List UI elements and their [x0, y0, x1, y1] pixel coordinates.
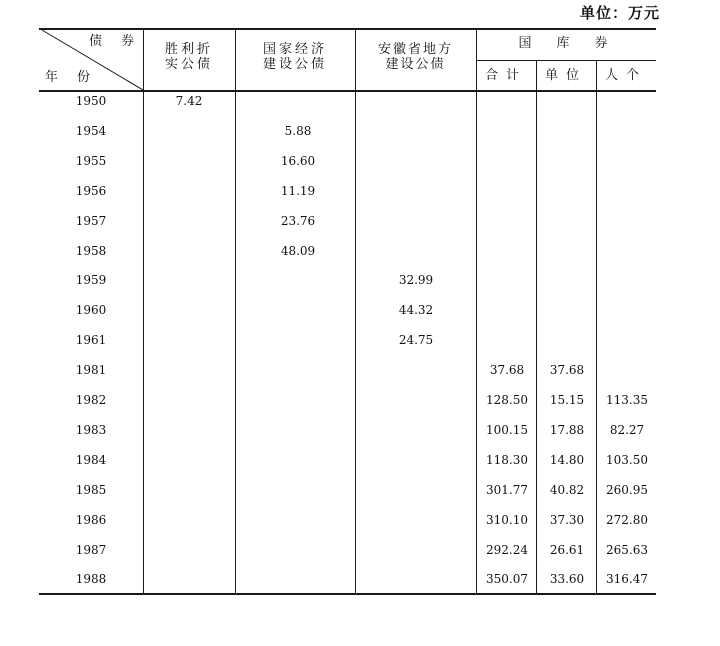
col-rule-2 [235, 28, 236, 595]
year-cell: 1982 [75, 393, 107, 407]
total-cell: 301.77 [486, 482, 528, 497]
col-rule-6 [596, 60, 597, 595]
corner-top-label: 债 券 [88, 34, 137, 49]
individual-cell: 103.50 [606, 452, 648, 467]
total-cell: 37.68 [489, 363, 525, 378]
year-cell: 1987 [75, 542, 107, 557]
year-cell: 1981 [75, 363, 107, 378]
year-cell: 1954 [75, 123, 107, 138]
bond-table [39, 28, 656, 595]
total-cell: 128.50 [486, 393, 528, 407]
total-cell: 100.15 [486, 422, 528, 437]
col-header-victory: 胜利折 实公债 [164, 42, 213, 72]
individual-cell: 113.35 [606, 393, 648, 407]
col-rule-4 [476, 28, 477, 595]
total-cell: 118.30 [486, 452, 528, 467]
year-cell: 1988 [75, 572, 107, 587]
anhui-cell: 32.99 [398, 273, 434, 288]
year-cell: 1985 [75, 482, 107, 497]
total-cell: 350.07 [486, 572, 528, 587]
year-cell: 1959 [75, 273, 107, 288]
sub-header-total: 合计 [484, 68, 527, 83]
unit-cell: 26.61 [549, 542, 585, 557]
total-cell: 310.10 [486, 512, 528, 527]
year-cell: 1958 [75, 243, 107, 258]
national-cell: 23.76 [280, 213, 316, 228]
sub-header-individual: 人个 [604, 68, 647, 83]
total-cell: 292.24 [486, 542, 528, 557]
individual-cell: 265.63 [606, 542, 648, 557]
year-cell: 1960 [75, 303, 107, 318]
col-header-treasury: 国 库 券 [518, 36, 614, 51]
national-cell: 16.60 [280, 153, 316, 168]
unit-cell: 17.88 [549, 422, 585, 437]
bottom-rule [39, 593, 656, 595]
individual-cell: 82.27 [609, 422, 645, 437]
year-cell: 1956 [75, 183, 107, 198]
col-header-anhui: 安徽省地方 建设公债 [377, 42, 453, 72]
unit-cell: 37.30 [549, 512, 585, 527]
individual-cell: 272.80 [606, 512, 648, 527]
sub-header-unit: 单位 [544, 68, 587, 83]
treasury-sub-rule [476, 60, 656, 61]
anhui-cell: 24.75 [398, 333, 434, 348]
unit-label: 单位：万元 [579, 4, 660, 22]
col-rule-5 [536, 60, 537, 595]
anhui-cell: 44.32 [398, 303, 434, 318]
unit-cell: 37.68 [549, 363, 585, 378]
unit-cell: 14.80 [549, 452, 585, 467]
national-cell: 5.88 [284, 123, 312, 138]
year-cell: 1957 [75, 213, 107, 228]
year-cell: 1983 [75, 422, 107, 437]
corner-bottom-label: 年 份 [44, 70, 93, 85]
col-rule-3 [355, 28, 356, 595]
unit-cell: 33.60 [549, 572, 585, 587]
year-cell: 1950 [75, 94, 107, 108]
year-cell: 1955 [75, 153, 107, 168]
col-rule-1 [143, 28, 144, 595]
national-cell: 11.19 [280, 183, 316, 198]
individual-cell: 316.47 [606, 572, 648, 587]
unit-cell: 15.15 [549, 393, 585, 407]
unit-cell: 40.82 [549, 482, 585, 497]
national-cell: 48.09 [280, 243, 316, 258]
col-header-national: 国家经济 建设公债 [262, 42, 327, 72]
individual-cell: 260.95 [606, 482, 648, 497]
year-cell: 1986 [75, 512, 107, 527]
victory-cell: 7.42 [175, 94, 203, 108]
year-cell: 1961 [75, 333, 107, 348]
year-cell: 1984 [75, 452, 107, 467]
